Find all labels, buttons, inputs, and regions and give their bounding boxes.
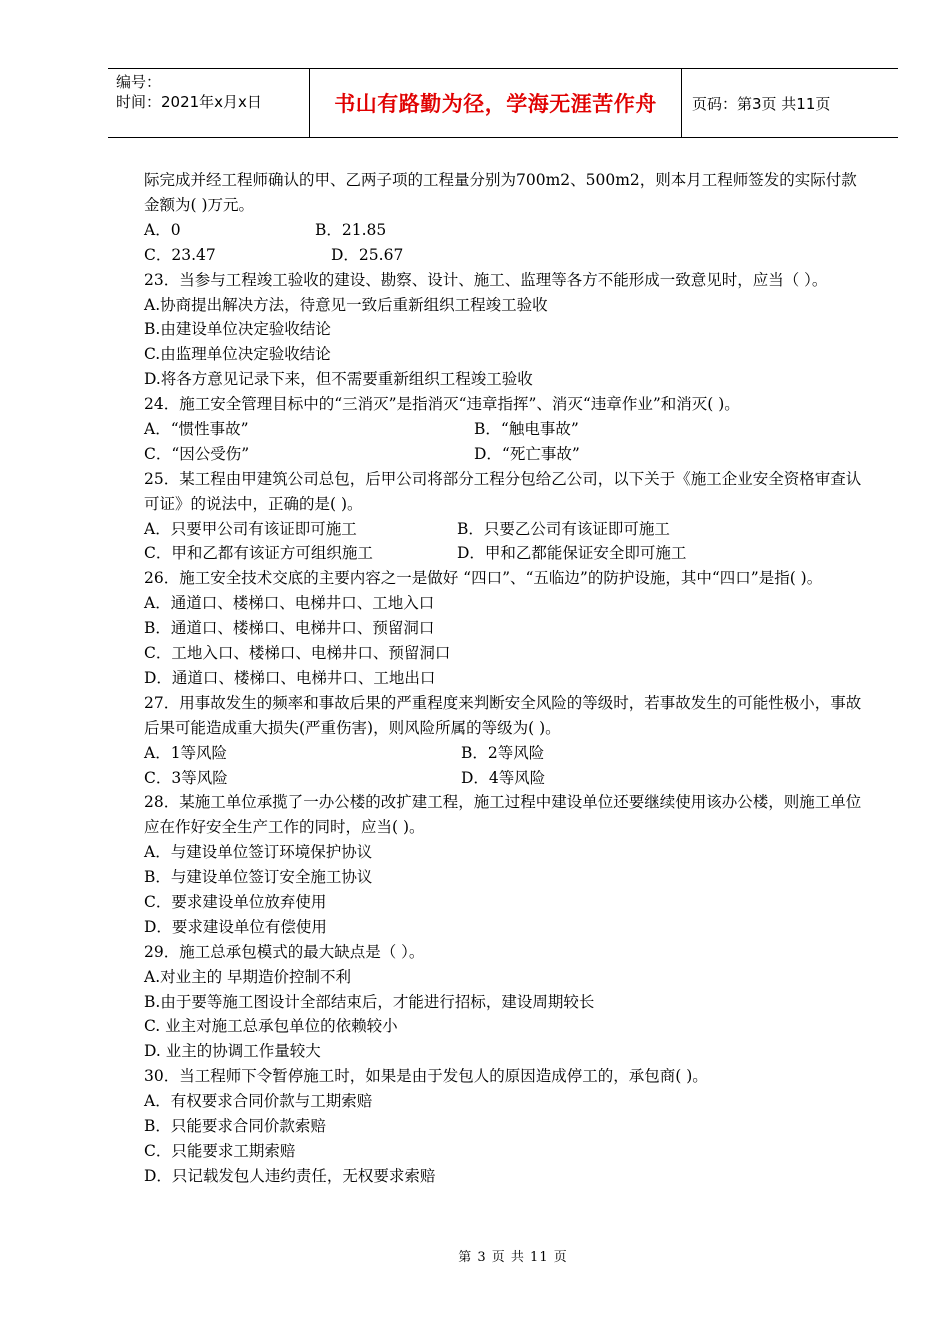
option-b: B．“触电事故” xyxy=(474,419,579,438)
option-c: C．甲和乙都有该证方可组织施工 xyxy=(144,544,373,563)
option-row xyxy=(144,741,868,766)
header-motto: 书山有路勤为径，学海无涯苦作舟 xyxy=(310,69,682,137)
option-b: B．2等风险 xyxy=(461,743,545,762)
option-a: A．0 xyxy=(144,220,181,239)
option-a: A．1等风险 xyxy=(144,743,228,762)
option-a: A.协商提出解决方法，待意见一致后重新组织工程竣工验收 xyxy=(144,295,548,314)
option-d: D．要求建设单位有偿使用 xyxy=(144,917,327,936)
document-time-label: 时间：2021年x月x日 xyxy=(116,93,262,111)
option-row xyxy=(144,218,868,243)
question-27: 27．用事故发生的频率和事故后果的严重程度来判断安全风险的等级时，若事故发生的可能性极小，事故后果可能造成重大损失(严重伤害)，则风险所属的等级为( )。 xyxy=(144,693,862,737)
question-29: 29．施工总承包模式的最大缺点是（ ）。 xyxy=(144,942,425,961)
document-number-label: 编号： xyxy=(116,73,162,91)
question-22-continuation: 际完成并经工程师确认的甲、乙两子项的工程量分别为700m2、500m2，则本月工程师签发的实际付款金额为( )万元。 xyxy=(144,171,857,214)
option-row xyxy=(144,517,868,542)
option-a: A．“惯性事故” xyxy=(144,419,249,438)
option-b: B.由建设单位决定验收结论 xyxy=(144,320,331,339)
option-a: A.对业主的 早期造价控制不利 xyxy=(144,967,352,986)
option-b: B．与建设单位签订安全施工协议 xyxy=(144,868,373,887)
header-page-info: 页码：第3页 共11页 xyxy=(692,94,831,113)
option-a: A．有权要求合同价款与工期索赔 xyxy=(144,1092,373,1111)
question-30: 30．当工程师下令暂停施工时，如果是由于发包人的原因造成停工的，承包商( )。 xyxy=(144,1067,708,1086)
option-d: D. 业主的协调工作量较大 xyxy=(144,1042,321,1061)
option-c: C．23.47 xyxy=(144,245,216,264)
option-b: B．只要乙公司有该证即可施工 xyxy=(457,519,670,538)
option-d: D．只记载发包人违约责任，无权要求索赔 xyxy=(144,1166,436,1185)
option-b: B.由于要等施工图设计全部结束后，才能进行招标，建设周期较长 xyxy=(144,992,595,1011)
page-header xyxy=(108,68,898,138)
option-c: C.由监理单位决定验收结论 xyxy=(144,345,331,364)
option-row xyxy=(144,766,868,791)
question-24: 24．施工安全管理目标中的“三消灭”是指消灭“违章指挥”、消灭“违章作业”和消灭( )。 xyxy=(144,395,740,414)
option-b: B．通道口、楼梯口、电梯井口、预留洞口 xyxy=(144,619,435,638)
option-c: C．“因公受伤” xyxy=(144,444,250,463)
header-meta xyxy=(108,69,310,137)
question-26: 26．施工安全技术交底的主要内容之一是做好 “四口”、“五临边”的防护设施，其中“四口”是指( )。 xyxy=(144,569,823,588)
option-d: D.将各方意见记录下来，但不需要重新组织工程竣工验收 xyxy=(144,370,533,389)
option-row xyxy=(144,541,868,566)
option-d: D．25.67 xyxy=(331,245,404,264)
option-c: C．3等风险 xyxy=(144,768,228,787)
option-a: A．通道口、楼梯口、电梯井口、工地入口 xyxy=(144,594,435,613)
option-c: C．只能要求工期索赔 xyxy=(144,1141,296,1160)
option-d: D．通道口、楼梯口、电梯井口、工地出口 xyxy=(144,668,436,687)
question-25: 25．某工程由甲建筑公司总包，后甲公司将部分工程分包给乙公司，以下关于《施工企业安全资格审查认可证》的说法中，正确的是( )。 xyxy=(144,469,862,513)
question-28: 28．某施工单位承揽了一办公楼的改扩建工程，施工过程中建设单位还要继续使用该办公楼，则施工单位应在作好安全生产工作的同时，应当( )。 xyxy=(144,793,862,837)
option-row xyxy=(144,243,868,268)
option-b: B．21.85 xyxy=(315,220,387,239)
option-a: A．与建设单位签订环境保护协议 xyxy=(144,843,373,862)
option-d: D．甲和乙都能保证安全即可施工 xyxy=(457,544,687,563)
option-a: A．只要甲公司有该证即可施工 xyxy=(144,519,357,538)
option-row xyxy=(144,417,868,442)
option-b: B．只能要求合同价款索赔 xyxy=(144,1117,326,1135)
question-23: 23．当参与工程竣工验收的建设、勘察、设计、施工、监理等各方不能形成一致意见时，应当（ ）。 xyxy=(144,270,828,289)
option-d: D．“死亡事故” xyxy=(474,444,580,463)
option-c: C. 业主对施工总承包单位的依赖较小 xyxy=(144,1017,398,1036)
option-c: C．工地入口、楼梯口、电梯井口、预留洞口 xyxy=(144,644,451,663)
document-body xyxy=(144,168,868,1189)
option-d: D．4等风险 xyxy=(461,768,546,787)
page-footer: 第 3 页 共 11 页 xyxy=(458,1250,568,1265)
option-c: C．要求建设单位放弃使用 xyxy=(144,892,327,911)
option-row xyxy=(144,442,868,467)
